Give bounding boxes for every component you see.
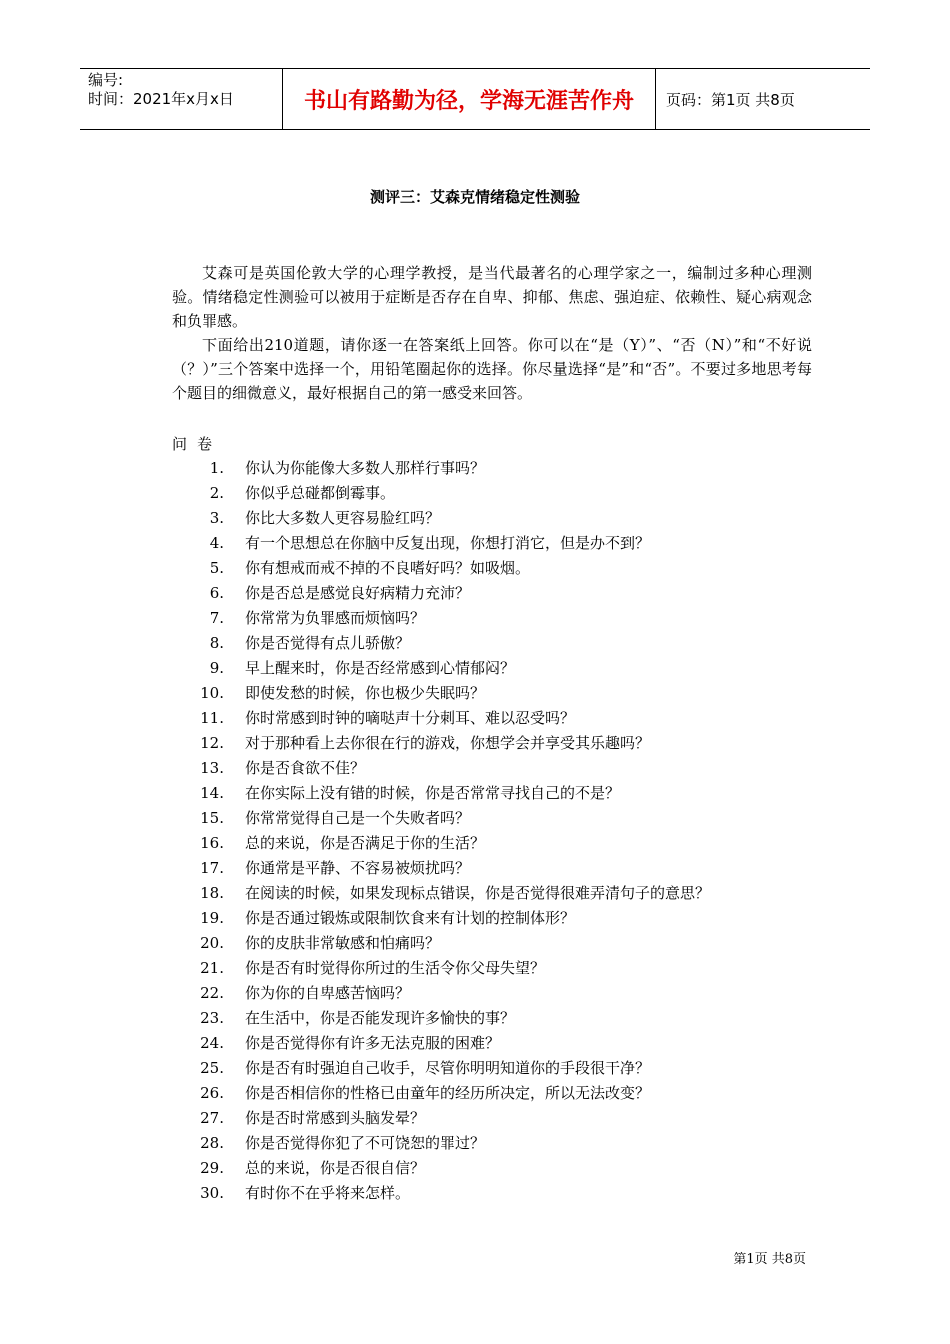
question-number: 23. [200,1009,224,1027]
question-number: 28. [200,1134,224,1152]
question-text: 总的来说，你是否很自信？ [245,1159,426,1177]
question-number: 1. [209,459,224,477]
question-number: 30. [200,1184,224,1202]
question-number: 5. [209,559,224,577]
question-text: 有一个思想总在你脑中反复出现，你想打消它，但是办不到？ [245,534,651,552]
question-item [172,806,710,831]
date-label: 时间：2021年x月x日 [88,90,234,108]
question-number: 6. [209,584,224,602]
question-number: 29. [200,1159,224,1177]
question-text: 早上醒来时，你是否经常感到心情郁闷？ [245,659,516,677]
question-number: 20. [200,934,224,952]
question-item [172,531,710,556]
question-text: 你常常为负罪感而烦恼吗？ [245,609,426,627]
question-number: 25. [200,1059,224,1077]
question-number: 4. [209,534,224,552]
question-item [172,506,710,531]
question-text: 你似乎总碰都倒霉事。 [245,484,396,502]
question-number: 10. [200,684,224,702]
header-motto: 书山有路勤为径，学海无涯苦作舟 [282,69,656,129]
question-item [172,631,710,656]
question-number: 17. [200,859,224,877]
question-text: 你时常感到时钟的嘀哒声十分刺耳、难以忍受吗？ [245,709,576,727]
question-item [172,831,710,856]
question-number: 26. [200,1084,224,1102]
question-text: 有时你不在乎将来怎样。 [245,1184,411,1202]
question-list [172,456,710,1206]
question-number: 13. [200,759,224,777]
question-text: 你的皮肤非常敏感和怕痛吗？ [245,934,441,952]
question-item [172,556,710,581]
intro-paragraph: 下面给出210道题，请你逐一在答案纸上回答。你可以在“是（Y）”、“否（N）”和“不好说（？）”三个答案中选择一个，用铅笔圈起你的选择。你尽量选择“是”和“否”。不要过多地思考每个题目的细微意义，最好根据自己的第一感受来回答。 [172,336,812,402]
header-meta [80,69,282,129]
question-item [172,706,710,731]
header-page-info: 页码：第1页 共8页 [666,90,795,109]
question-text: 你是否总是感觉良好病精力充沛？ [245,584,471,602]
question-item [172,731,710,756]
question-item [172,906,710,931]
question-item [172,1106,710,1131]
question-text: 你是否觉得有点儿骄傲？ [245,634,411,652]
question-text: 你为你的自卑感苦恼吗？ [245,984,411,1002]
question-item [172,981,710,1006]
question-number: 11. [200,709,224,727]
question-number: 18. [200,884,224,902]
question-number: 9. [209,659,224,677]
question-text: 你认为你能像大多数人那样行事吗？ [245,459,486,477]
question-item [172,881,710,906]
question-item [172,606,710,631]
question-item [172,931,710,956]
question-number: 16. [200,834,224,852]
question-text: 你是否相信你的性格已由童年的经历所决定，所以无法改变？ [245,1084,651,1102]
question-item [172,1131,710,1156]
questionnaire-label: 问卷 [172,435,223,453]
question-text: 你是否有时觉得你所过的生活令你父母失望？ [245,959,546,977]
question-number: 21. [200,959,224,977]
question-item [172,1156,710,1181]
question-text: 在生活中，你是否能发现许多愉快的事？ [245,1009,516,1027]
question-text: 即使发愁的时候，你也极少失眠吗？ [245,684,486,702]
question-item [172,1056,710,1081]
question-number: 24. [200,1034,224,1052]
intro-section [172,261,812,405]
question-item [172,756,710,781]
question-text: 你是否有时强迫自己收手，尽管你明明知道你的手段很干净？ [245,1059,651,1077]
question-number: 12. [200,734,224,752]
question-item [172,481,710,506]
question-number: 15. [200,809,224,827]
question-item [172,781,710,806]
question-number: 22. [200,984,224,1002]
question-number: 19. [200,909,224,927]
question-text: 总的来说，你是否满足于你的生活？ [245,834,486,852]
question-item [172,1006,710,1031]
question-number: 27. [200,1109,224,1127]
question-item [172,1181,710,1206]
question-text: 你是否时常感到头脑发晕？ [245,1109,426,1127]
question-item [172,656,710,681]
question-item [172,456,710,481]
page-footer: 第1页 共8页 [733,1252,806,1267]
question-text: 对于那种看上去你很在行的游戏，你想学会并享受其乐趣吗？ [245,734,651,752]
page-title: 测评三：艾森克情绪稳定性测验 [369,188,580,206]
document-number-label: 编号: [88,71,124,89]
page-header [80,68,870,130]
question-text: 你是否觉得你有许多无法克服的困难？ [245,1034,501,1052]
question-text: 你是否觉得你犯了不可饶恕的罪过？ [245,1134,486,1152]
question-text: 你常常觉得自己是一个失败者吗？ [245,809,471,827]
question-number: 7. [209,609,224,627]
question-item [172,856,710,881]
question-item [172,1031,710,1056]
question-item [172,681,710,706]
question-number: 14. [200,784,224,802]
question-text: 你是否通过锻炼或限制饮食来有计划的控制体形？ [245,909,576,927]
question-item [172,1081,710,1106]
question-text: 在你实际上没有错的时候，你是否常常寻找自己的不是？ [245,784,621,802]
question-text: 你通常是平静、不容易被烦扰吗？ [245,859,471,877]
question-text: 你比大多数人更容易脸红吗？ [245,509,441,527]
question-number: 3. [209,509,224,527]
question-item [172,956,710,981]
intro-paragraph: 艾森可是英国伦敦大学的心理学教授，是当代最著名的心理学家之一，编制过多种心理测验。情绪稳定性测验可以被用于症断是否存在自卑、抑郁、焦虑、强迫症、依赖性、疑心病观念和负罪感。 [172,264,812,330]
question-text: 你有想戒而戒不掉的不良嗜好吗？如吸烟。 [245,559,531,577]
question-text: 你是否食欲不佳？ [245,759,366,777]
question-text: 在阅读的时候，如果发现标点错误，你是否觉得很难弄清句子的意思？ [245,884,711,902]
question-number: 8. [209,634,224,652]
question-item [172,581,710,606]
question-number: 2. [209,484,224,502]
